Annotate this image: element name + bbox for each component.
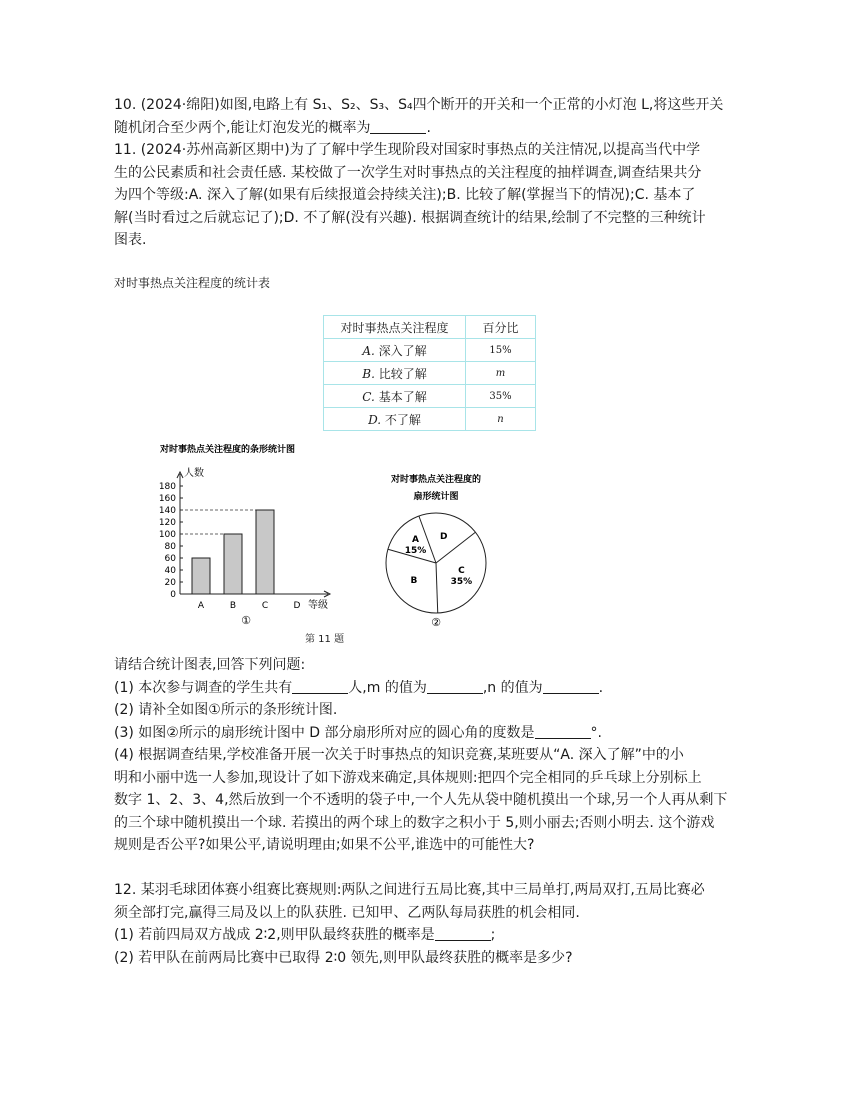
x-axis-label: 等级: [308, 600, 328, 611]
bar-B: [224, 534, 242, 594]
q11-part1: (1) 本次参与调查的学生共有 人,m 的值为 ,n 的值为 .: [114, 679, 604, 696]
x-tick-label: A: [197, 601, 205, 611]
pie-title-line: 扇形统计图: [413, 492, 459, 502]
table-header: 百分比: [466, 316, 536, 339]
table-caption: 对时事热点关注程度的统计表: [114, 276, 271, 290]
pie-title-line: 对时事热点关注程度的: [390, 475, 482, 485]
answer-blank: [535, 724, 591, 739]
q10-line1: 10. (2024·绵阳)如图,电路上有 S₁、S₂、S₃、S₄四个断开的开关和一个正常的小灯泡 L,将这些开关: [114, 97, 724, 113]
q11-part4: (4) 根据调查结果,学校准备开展一次关于时事热点的知识竞赛,某班要从“A. 深入了解”中的小: [114, 747, 684, 763]
q11-line: 图表.: [114, 232, 147, 248]
answer-blank: [435, 926, 491, 941]
q11-part4: 的三个球中随机摸出一个球. 若摸出的两个球上的数字之积小于 5,则小丽去;否则小明去. 这个游戏: [114, 814, 715, 831]
slice-label-D: D: [439, 532, 448, 543]
figure-label: ①: [241, 614, 251, 627]
q11-line: 11. (2024·苏州高新区期中)为了了解中学生现阶段对国家时事热点的关注情况,以提高当代中学: [114, 142, 701, 158]
slice-value-C: 35%: [450, 576, 473, 587]
answer-blank: [292, 679, 348, 694]
y-tick-label: 180: [158, 482, 176, 492]
question-11: [114, 139, 754, 252]
table-cell: C. 基本了解: [324, 385, 466, 408]
figure-caption: 第 11 题: [305, 634, 345, 645]
y-tick-label: 100: [158, 530, 176, 540]
table-cell: 35%: [466, 385, 536, 408]
statistics-table: [323, 315, 536, 431]
answer-blank: [370, 119, 426, 134]
table-header-row: [324, 316, 536, 339]
slice-label-A: A: [412, 534, 420, 545]
slice-value-A: 15%: [404, 545, 427, 556]
answer-blank: [543, 679, 599, 694]
q11-intro: 请结合统计图表,回答下列问题:: [114, 657, 306, 673]
q11-part4: 明和小丽中选一人参加,现设计了如下游戏来确定,具体规则:把四个完全相同的乒乓球上分别标上: [114, 769, 702, 786]
table-cell: A. 深入了解: [324, 339, 466, 362]
q11-line: 解(当时看过之后就忘记了);D. 不了解(没有兴趣). 根据调查统计的结果,绘制了不完整的三种统计: [114, 209, 706, 226]
table-cell: 15%: [466, 339, 536, 362]
y-tick-label: 0: [170, 590, 176, 600]
x-tick-label: B: [229, 601, 237, 611]
y-axis-label: 人数: [184, 468, 204, 479]
question-12: [114, 879, 754, 969]
table-row: [324, 408, 536, 431]
y-tick-label: 140: [158, 506, 176, 516]
bar-A: [192, 558, 210, 594]
q12-part2: (2) 若甲队在前两局比赛中已取得 2∶0 领先,则甲队最终获胜的概率是多少?: [114, 949, 573, 966]
figure-label: ②: [431, 616, 441, 628]
q11-line: 生的公民素质和社会责任感. 某校做了一次学生对时事热点的关注程度的抽样调查,调查结果共分: [114, 164, 702, 181]
slice-label-C: C: [458, 565, 465, 576]
q12-line: 12. 某羽毛球团体赛小组赛比赛规则:两队之间进行五局比赛,其中三局单打,两局双打,五局比赛必: [114, 882, 705, 898]
q11-line: 为四个等级:A. 深入了解(如果有后续报道会持续关注);B. 比较了解(掌握当下的情况);C. 基本了: [114, 187, 696, 203]
table-row: [324, 362, 536, 385]
q12-line: 须全部打完,赢得三局及以上的队获胜. 已知甲、乙两队每局获胜的机会相同.: [114, 904, 580, 921]
table-cell: B. 比较了解: [324, 362, 466, 385]
table-row: [324, 385, 536, 408]
question-11-parts: [114, 654, 754, 857]
pie-chart: [370, 468, 510, 628]
bar-chart-title: 对时事热点关注程度的条形统计图: [160, 445, 296, 455]
bar-chart: [150, 438, 370, 638]
table-header: 对时事热点关注程度: [324, 316, 466, 339]
y-tick-label: 60: [164, 554, 176, 564]
x-tick-label: D: [293, 601, 301, 611]
answer-blank: [427, 679, 483, 694]
table-cell: m: [466, 362, 536, 385]
q11-part4: 数字 1、2、3、4,然后放到一个不透明的袋子中,一个人先从袋中随机摸出一个球,另一个人再从剩下: [114, 792, 728, 808]
q11-part3: (3) 如图②所示的扇形统计图中 D 部分扇形所对应的圆心角的度数是 °.: [114, 724, 602, 741]
y-tick-label: 120: [158, 518, 176, 528]
table-row: [324, 339, 536, 362]
q10-line2: 随机闭合至少两个,能让灯泡发光的概率为 .: [114, 119, 431, 136]
q11-part4: 规则是否公平?如果公平,请说明理由;如果不公平,谁选中的可能性大?: [114, 837, 535, 853]
y-tick-label: 80: [164, 542, 176, 552]
q11-part2: (2) 请补全如图①所示的条形统计图.: [114, 702, 338, 718]
y-tick-label: 40: [164, 566, 176, 576]
q12-part1: (1) 若前四局双方战成 2∶2,则甲队最终获胜的概率是 ;: [114, 927, 496, 943]
table-cell: n: [466, 408, 536, 431]
y-tick-label: 20: [164, 578, 176, 588]
table-cell: D. 不了解: [324, 408, 466, 431]
slice-label-B: B: [410, 576, 418, 587]
y-tick-label: 160: [158, 494, 176, 504]
bar-C: [256, 510, 274, 594]
question-10: [114, 94, 754, 139]
x-tick-label: C: [261, 601, 269, 611]
